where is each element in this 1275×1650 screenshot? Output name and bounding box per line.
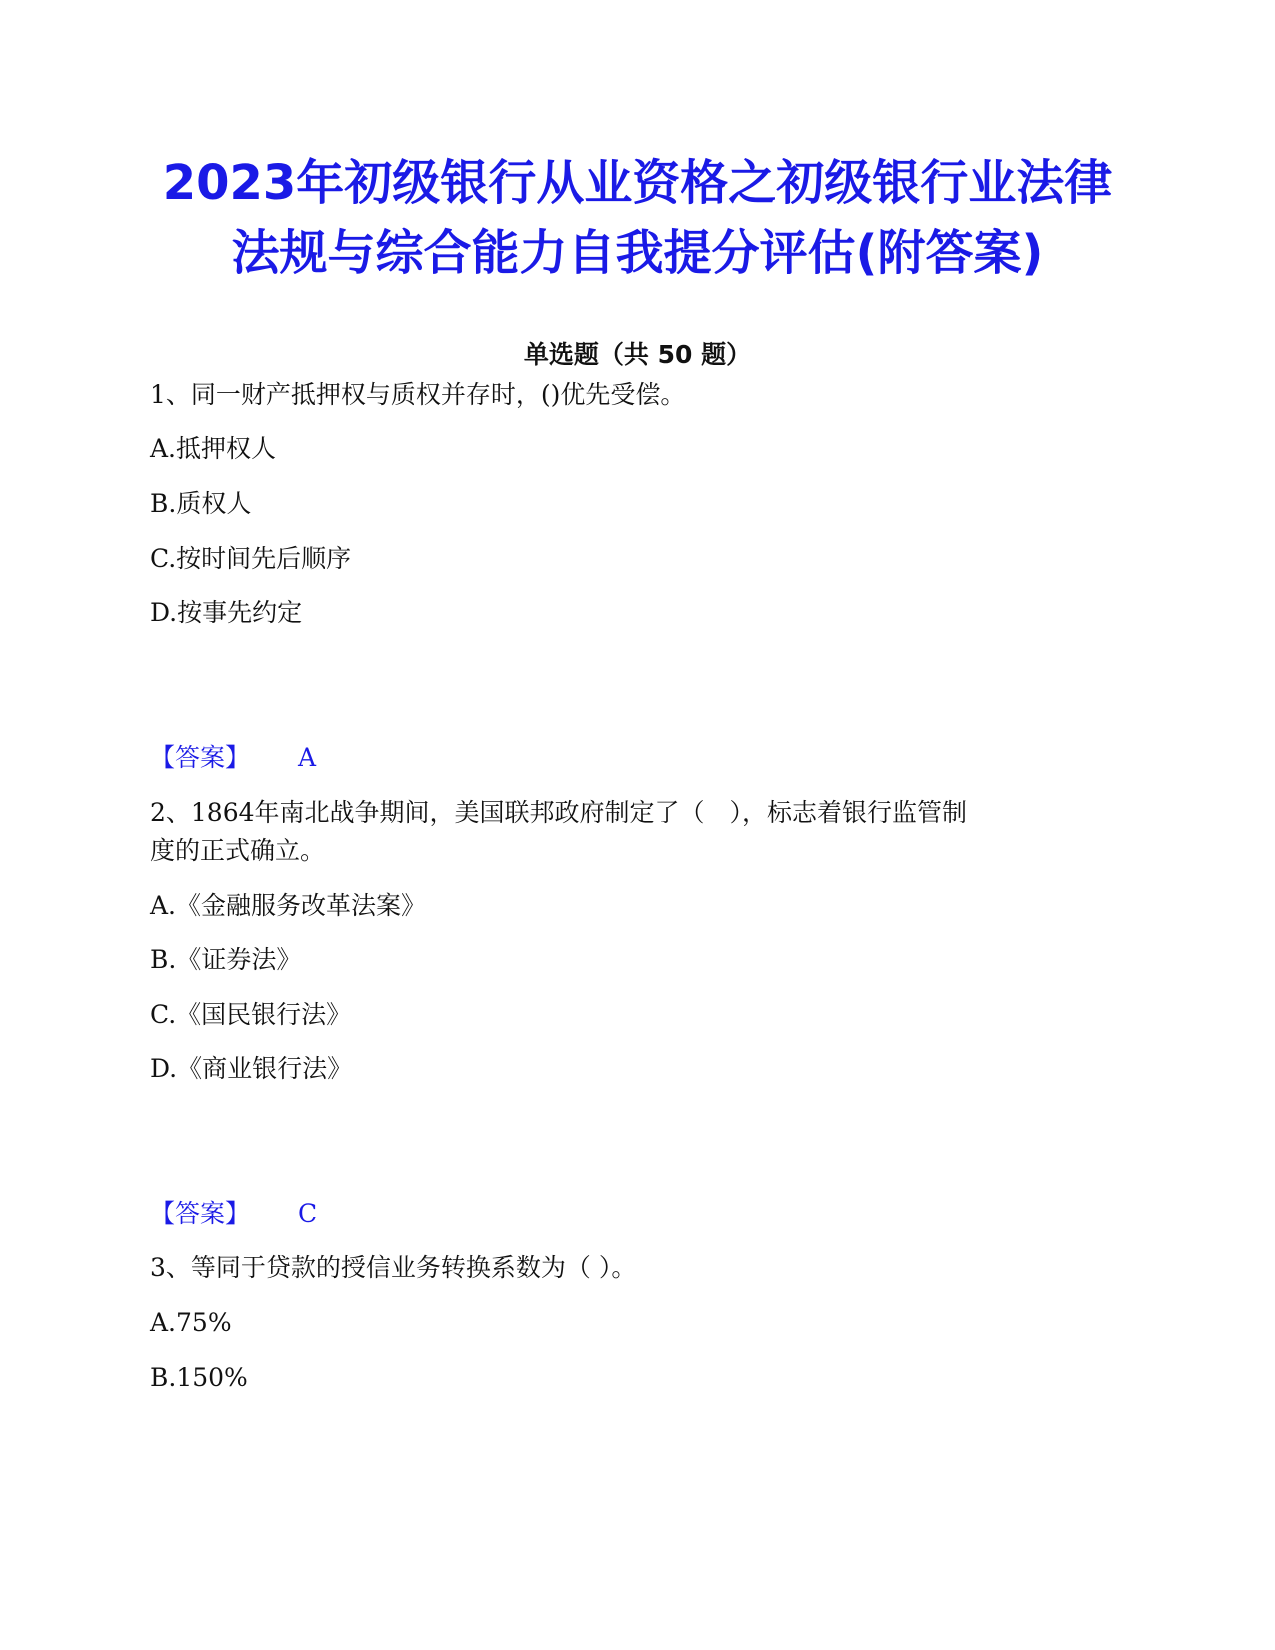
- question-1-answer: [150, 737, 316, 779]
- question-1-option-d: D.按事先约定: [150, 598, 303, 627]
- question-1-option-b: B.质权人: [150, 489, 252, 518]
- document-title-line-1: 2023年初级银行从业资格之初级银行业法律: [162, 155, 1113, 211]
- question-1-stem: 1、同一财产抵押权与质权并存时，()优先受偿。: [150, 380, 686, 409]
- question-3-option-b: B.150%: [150, 1363, 248, 1392]
- question-3-stem: 3、等同于贷款的授信业务转换系数为（ ）。: [150, 1253, 637, 1282]
- question-1-option-c: C.按时间先后顺序: [150, 544, 352, 573]
- question-1-option-a: A.抵押权人: [150, 434, 277, 463]
- answer-label: 【答案】: [150, 1199, 251, 1228]
- question-2-stem-line-2: 度的正式确立。: [150, 836, 326, 865]
- section-heading: 单选题（共 50 题）: [523, 340, 752, 369]
- question-2-option-d: D.《商业银行法》: [150, 1054, 353, 1083]
- document-title: [0, 148, 1275, 288]
- answer-value: C: [298, 1199, 318, 1228]
- answer-value: A: [298, 743, 317, 772]
- question-2-option-c: C.《国民银行法》: [150, 1000, 352, 1029]
- answer-label: 【答案】: [150, 743, 251, 772]
- question-2-option-a: A.《金融服务改革法案》: [150, 891, 427, 920]
- question-2-answer: [150, 1193, 317, 1235]
- document-title-line-2: 法规与综合能力自我提分评估(附答案): [231, 225, 1044, 281]
- question-2-stem-line-1: 2、1864年南北战争期间，美国联邦政府制定了（ ），标志着银行监管制: [150, 798, 968, 827]
- question-3-option-a: A.75%: [150, 1308, 232, 1337]
- question-2-option-b: B.《证券法》: [150, 945, 302, 974]
